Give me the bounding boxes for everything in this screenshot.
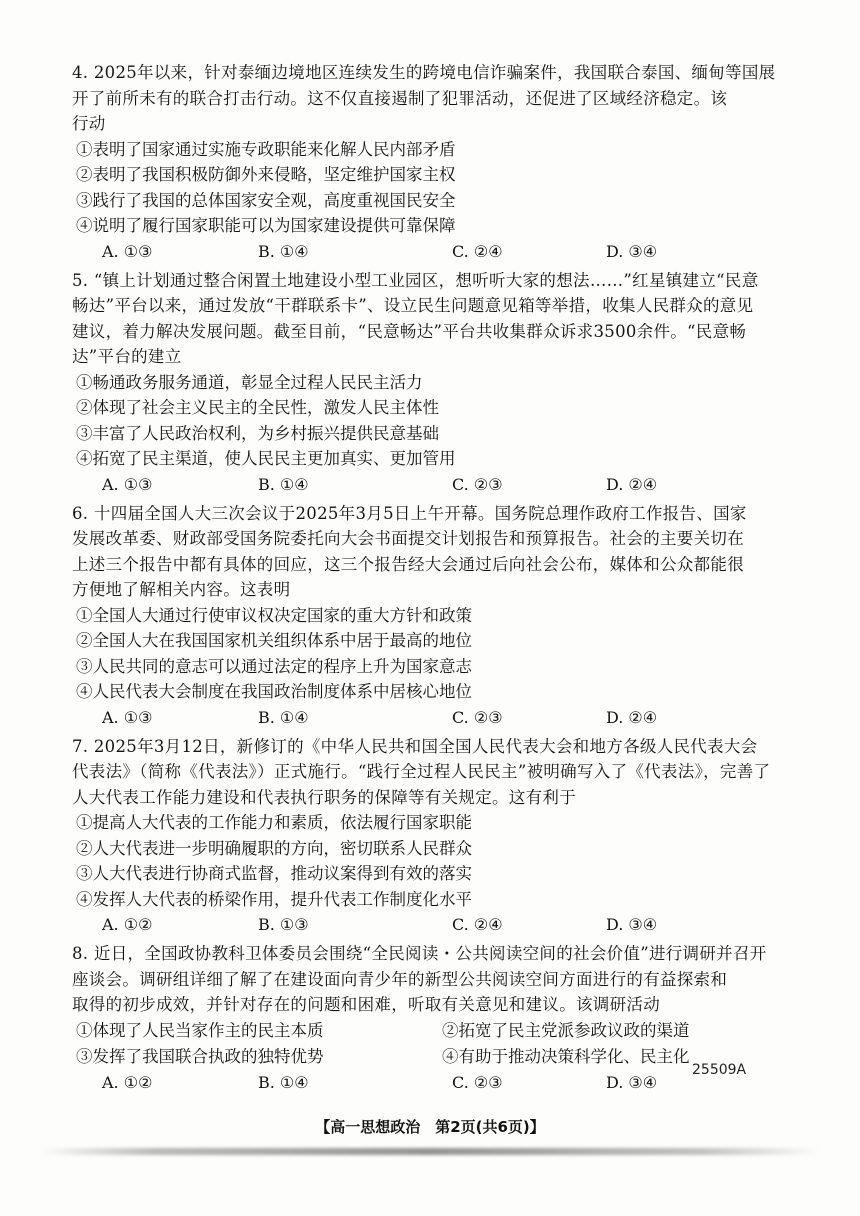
choice-d: D. ②④ — [606, 707, 658, 727]
stem-line: 上述三个报告中都有具体的回应，这三个报告经大会通过后向社会公布，媒体和公众都能很 — [72, 554, 744, 574]
statement: ①全国人大通过行使审议权决定国家的重大方针和政策 — [76, 605, 472, 625]
question-stem — [72, 734, 792, 811]
stem-line: 8. 近日，全国政协教科卫体委员会围绕“全民阅读・公共阅读空间的社会价值”进行调研并召开 — [72, 944, 767, 963]
question-list — [72, 60, 792, 1099]
statement: ③丰富了人民政治权利，为乡村振兴提供民意基础 — [76, 423, 439, 443]
statement: ③人民共同的意志可以通过法定的程序上升为国家意志 — [76, 656, 472, 676]
statement: ②表明了我国积极防御外来侵略，坚定维护国家主权 — [76, 165, 456, 184]
statement: ①畅通政务服务通道，彰显全过程人民民主活力 — [76, 372, 423, 392]
choice-c: C. ②③ — [452, 474, 503, 494]
answer-choices — [72, 472, 792, 498]
question-4 — [72, 60, 792, 265]
choice-b: B. ①④ — [258, 707, 309, 727]
choice-b: B. ①④ — [258, 1072, 309, 1092]
choice-c: C. ②④ — [452, 915, 503, 934]
stem-line: 行动 — [72, 114, 106, 133]
choice-b: B. ①④ — [258, 241, 309, 261]
choice-d: D. ③④ — [606, 915, 658, 934]
stem-line: 7. 2025年3月12日，新修订的《中华人民共和国全国人民代表大会和地方各级人民代表大会 — [72, 736, 758, 756]
stem-line: 发展改革委、财政部受国务院委托向大会书面提交计划报告和预算报告。社会的主要关切在 — [72, 529, 744, 548]
statement: ①提高人大代表的工作能力和素质，依法履行国家职能 — [76, 813, 472, 832]
choice-b: B. ①③ — [258, 915, 309, 934]
answer-choices — [72, 705, 792, 731]
statement: ④有助于推动决策科学化、民主化 — [442, 1046, 690, 1066]
stem-line: 座谈会。调研组详细了解了在建设面向青少年的新型公共阅读空间方面进行的有益探索和 — [72, 969, 728, 989]
question-stem — [72, 941, 792, 1018]
statement: ③人大代表进行协商式监督，推动议案得到有效的落实 — [76, 864, 472, 883]
question-stem — [72, 60, 792, 137]
question-6 — [72, 501, 792, 731]
scan-artifact — [40, 1148, 820, 1155]
choice-a: A. ①② — [102, 1072, 153, 1092]
choice-a: A. ①③ — [102, 474, 153, 494]
statement: ②人大代表进一步明确履职的方向，密切联系人民群众 — [76, 838, 472, 858]
stem-line: 方便地了解相关内容。这表明 — [72, 580, 291, 599]
statement: ③发挥了我国联合执政的独特优势 — [76, 1046, 324, 1066]
answer-choices — [72, 1070, 792, 1096]
choice-c: C. ②③ — [452, 1072, 503, 1092]
answer-choices — [72, 239, 792, 265]
choice-d: D. ③④ — [606, 241, 658, 261]
stem-line: 6. 十四届全国人大三次会议于2025年3月5日上午开幕。国务院总理作政府工作报告、国家 — [72, 503, 747, 523]
stem-line: 取得的初步成效，并针对存在的问题和困难，听取有关意见和建议。该调研活动 — [72, 995, 660, 1014]
stem-line: 5. “镇上计划通过整合闲置土地建设小型工业园区，想听听大家的想法……”红星镇建立“民意 — [72, 270, 759, 290]
page-footer: 【高一思想政治 第2页(共6页)】 — [315, 1118, 545, 1136]
choice-a: A. ①③ — [102, 241, 153, 261]
question-stem — [72, 501, 792, 603]
choice-a: A. ①② — [102, 915, 153, 934]
statement: ①表明了国家通过实施专政职能来化解人民内部矛盾 — [76, 139, 456, 159]
statement: ③践行了我国的总体国家安全观，高度重视国民安全 — [76, 190, 456, 210]
choice-c: C. ②③ — [452, 707, 503, 727]
statement: ①体现了人民当家作主的民主本质 — [76, 1020, 324, 1040]
answer-choices — [72, 912, 792, 938]
statement: ④说明了履行国家职能可以为国家建设提供可靠保障 — [76, 216, 456, 235]
choice-b: B. ①④ — [258, 474, 309, 494]
question-7 — [72, 734, 792, 939]
statement: ④发挥人大代表的桥梁作用，提升代表工作制度化水平 — [76, 889, 472, 909]
stem-line: 代表法》（简称《代表法》）正式施行。“践行全过程人民民主”被明确写入了《代表法》，完善了 — [72, 762, 771, 781]
statement: ④人民代表大会制度在我国政治制度体系中居核心地位 — [76, 682, 472, 701]
question-5 — [72, 268, 792, 498]
stem-line: 开了前所未有的联合打击行动。这不仅直接遏制了犯罪活动，还促进了区域经济稳定。该 — [72, 88, 728, 108]
stem-line: 4. 2025年以来，针对泰缅边境地区连续发生的跨境电信诈骗案件，我国联合泰国、缅甸等国展 — [72, 63, 776, 82]
stem-line: 人大代表工作能力建设和代表执行职务的保障等有关规定。这有利于 — [72, 787, 576, 807]
statement: ②体现了社会主义民主的全民性，激发人民主体性 — [76, 398, 439, 417]
question-8 — [72, 941, 792, 1096]
question-stem — [72, 268, 792, 370]
choice-d: D. ②④ — [606, 474, 658, 494]
choice-c: C. ②④ — [452, 241, 503, 261]
statement-grid — [72, 1018, 792, 1070]
choice-d: D. ③④ — [606, 1072, 658, 1092]
statement: ④拓宽了民主渠道，使人民民主更加真实、更加管用 — [76, 449, 456, 468]
stem-line: 畅达”平台以来，通过发放“干群联系卡”、设立民生问题意见箱等举措，收集人民群众的意见 — [72, 296, 754, 315]
choice-a: A. ①③ — [102, 707, 153, 727]
stem-line: 达”平台的建立 — [72, 347, 182, 366]
paper-code: 25509A — [692, 1062, 747, 1078]
statement: ②全国人大在我国国家机关组织体系中居于最高的地位 — [76, 631, 472, 650]
statement: ②拓宽了民主党派参政议政的渠道 — [442, 1020, 690, 1040]
stem-line: 建议，着力解决发展问题。截至目前，“民意畅达”平台共收集群众诉求3500余件。“民意畅 — [72, 321, 747, 341]
